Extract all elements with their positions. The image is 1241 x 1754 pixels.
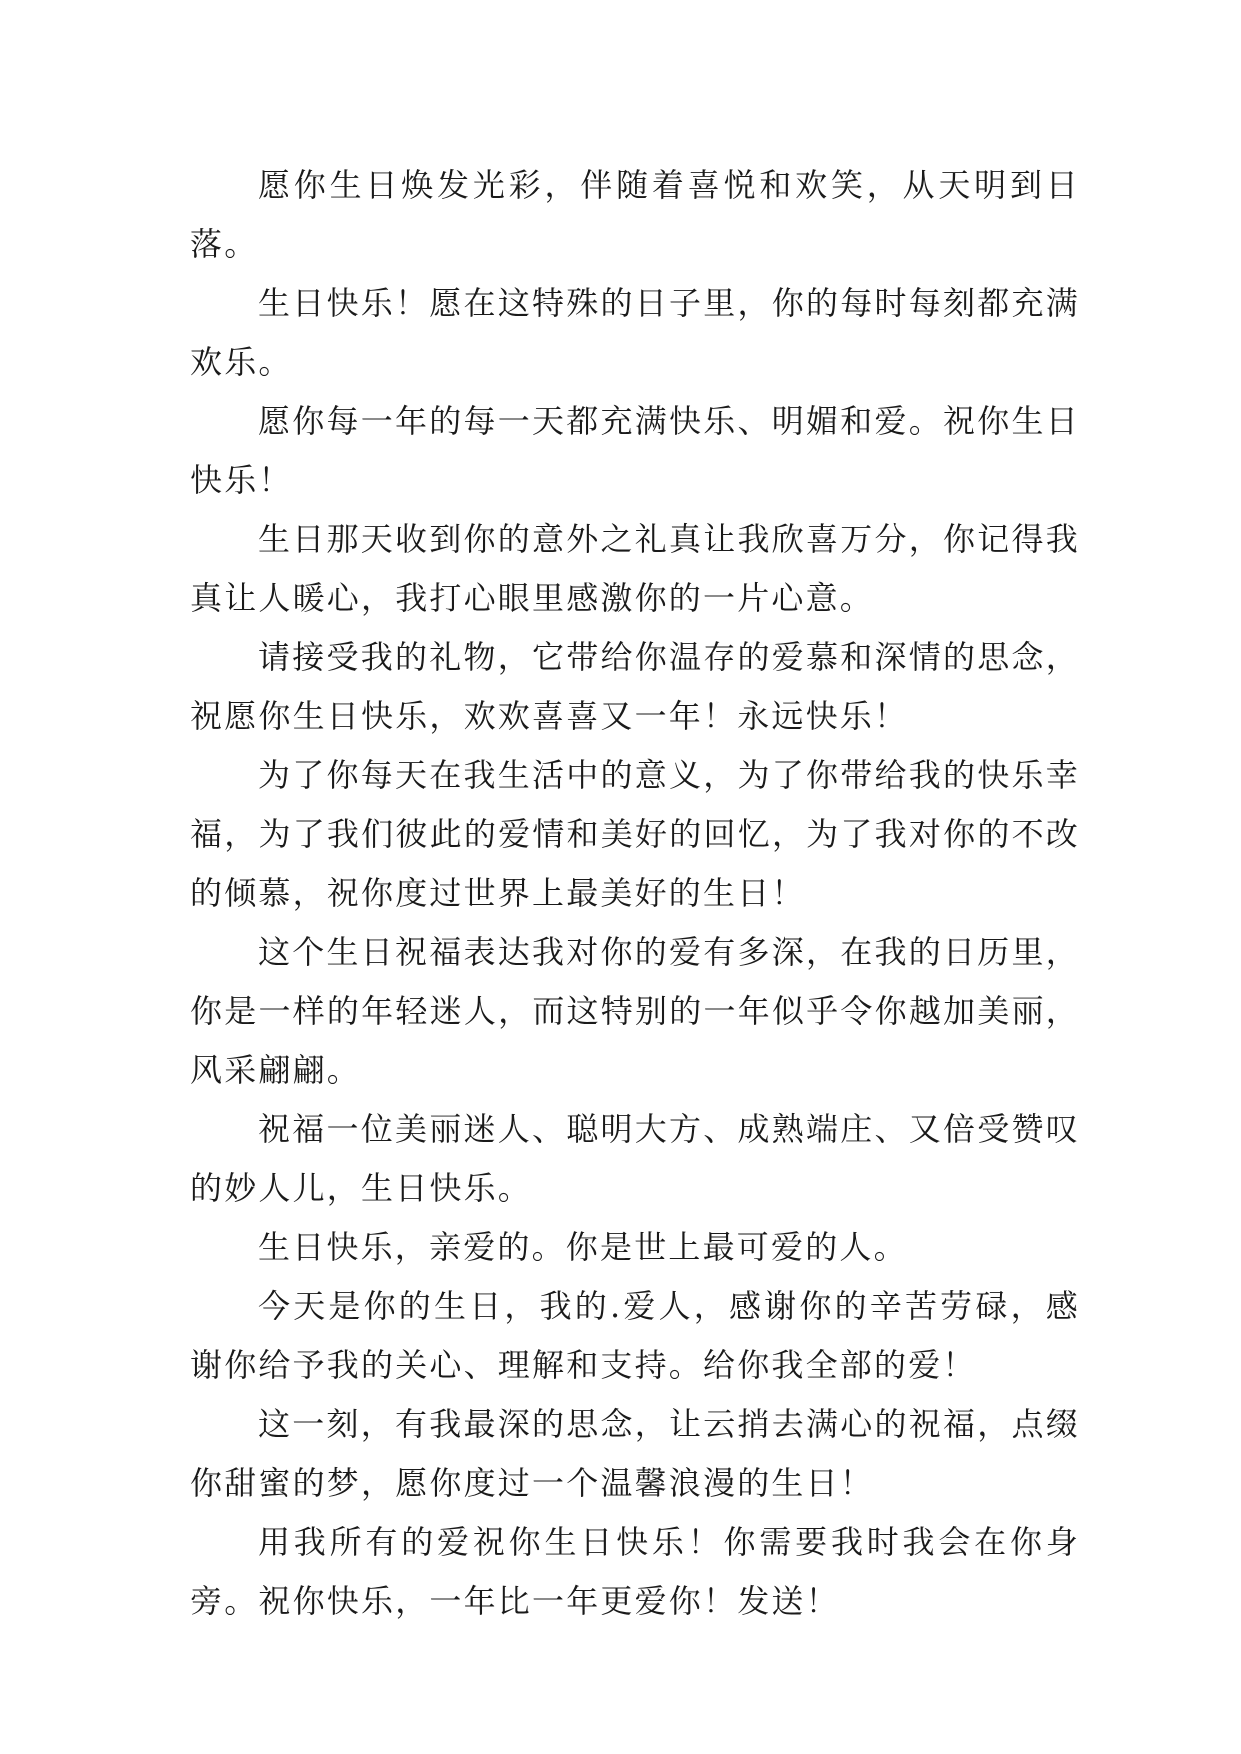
document-body bbox=[190, 156, 1080, 1631]
paragraph-2: 生日快乐！愿在这特殊的日子里，你的每时每刻都充满欢乐。 bbox=[190, 284, 1080, 381]
paragraph-10: 今天是你的生日，我的.爱人，感谢你的辛苦劳碌，感谢你给予我的关心、理解和支持。给你我全部的爱！ bbox=[190, 1287, 1080, 1384]
paragraph-4: 生日那天收到你的意外之礼真让我欣喜万分，你记得我真让人暖心，我打心眼里感激你的一片心意。 bbox=[190, 520, 1080, 617]
paragraph-3: 愿你每一年的每一天都充满快乐、明媚和爱。祝你生日快乐！ bbox=[190, 402, 1080, 499]
paragraph-11: 这一刻，有我最深的思念，让云捎去满心的祝福，点缀你甜蜜的梦，愿你度过一个温馨浪漫的生日！ bbox=[190, 1405, 1080, 1502]
paragraph-9: 生日快乐，亲爱的。你是世上最可爱的人。 bbox=[258, 1228, 908, 1266]
paragraph-8: 祝福一位美丽迷人、聪明大方、成熟端庄、又倍受赞叹的妙人儿，生日快乐。 bbox=[190, 1110, 1080, 1207]
paragraph-6: 为了你每天在我生活中的意义，为了你带给我的快乐幸福，为了我们彼此的爱情和美好的回忆，为了我对你的不改的倾慕，祝你度过世界上最美好的生日！ bbox=[190, 756, 1080, 912]
paragraph-1: 愿你生日焕发光彩，伴随着喜悦和欢笑，从天明到日落。 bbox=[190, 166, 1080, 263]
paragraph-7: 这个生日祝福表达我对你的爱有多深，在我的日历里，你是一样的年轻迷人，而这特别的一年似乎令你越加美丽，风采翩翩。 bbox=[190, 933, 1080, 1089]
paragraph-12: 用我所有的爱祝你生日快乐！你需要我时我会在你身旁。祝你快乐，一年比一年更爱你！发送！ bbox=[190, 1523, 1080, 1620]
paragraph-5: 请接受我的礼物，它带给你温存的爱慕和深情的思念，祝愿你生日快乐，欢欢喜喜又一年！永远快乐！ bbox=[190, 638, 1080, 735]
